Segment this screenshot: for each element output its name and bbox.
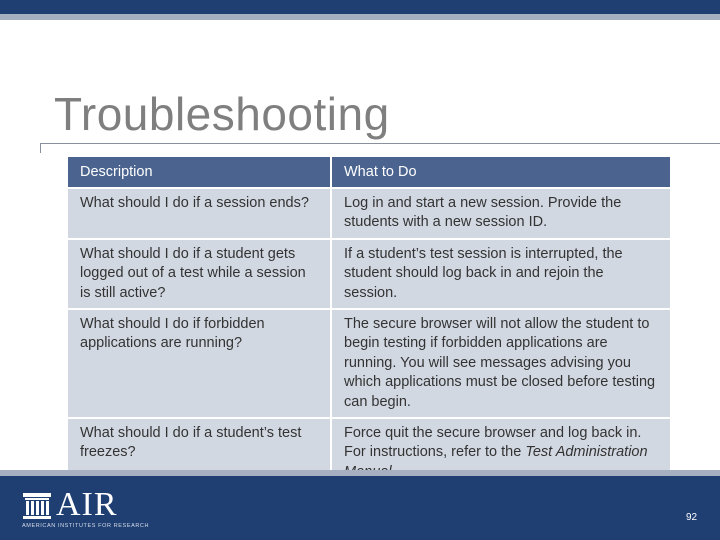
logo-wordmark: AIR (56, 486, 118, 523)
title-divider (40, 143, 720, 144)
table-row (67, 309, 671, 418)
top-accent-bar (0, 0, 720, 14)
description-cell: What should I do if a student gets logged out of a test while a session is still active? (67, 239, 331, 309)
building-columns-icon (22, 492, 52, 520)
page-number: 92 (686, 512, 698, 523)
top-accent-stripe (0, 14, 720, 20)
troubleshooting-table (66, 155, 672, 489)
manual-title: Test Administration (525, 444, 648, 461)
action-text: Force quit the secure browser and log back in. For instructions, refer to the (344, 425, 642, 461)
table-header-row (67, 156, 671, 188)
header-what-to-do: What to Do (331, 156, 671, 188)
title-divider-tick (40, 143, 41, 153)
slide-title: Troubleshooting (54, 88, 390, 140)
description-cell: What should I do if a student’s test freezes? (67, 418, 331, 488)
table-row (67, 188, 671, 239)
action-cell: Log in and start a new session. Provide the students with a new session ID. (331, 188, 671, 239)
logo-subtitle: AMERICAN INSTITUTES FOR RESEARCH (22, 523, 150, 529)
action-cell: If a student’s test session is interrupted, the student should log back in and rejoin the session. (331, 239, 671, 309)
table-row (67, 239, 671, 309)
air-logo (18, 486, 150, 532)
description-cell: What should I do if forbidden applications are running? (67, 309, 331, 418)
header-description: Description (67, 156, 331, 188)
description-cell: What should I do if a session ends? (67, 188, 331, 239)
action-cell: The secure browser will not allow the student to begin testing if forbidden applications are running. You will see messages advising you which applications must be closed before testing can begin. (331, 309, 671, 418)
